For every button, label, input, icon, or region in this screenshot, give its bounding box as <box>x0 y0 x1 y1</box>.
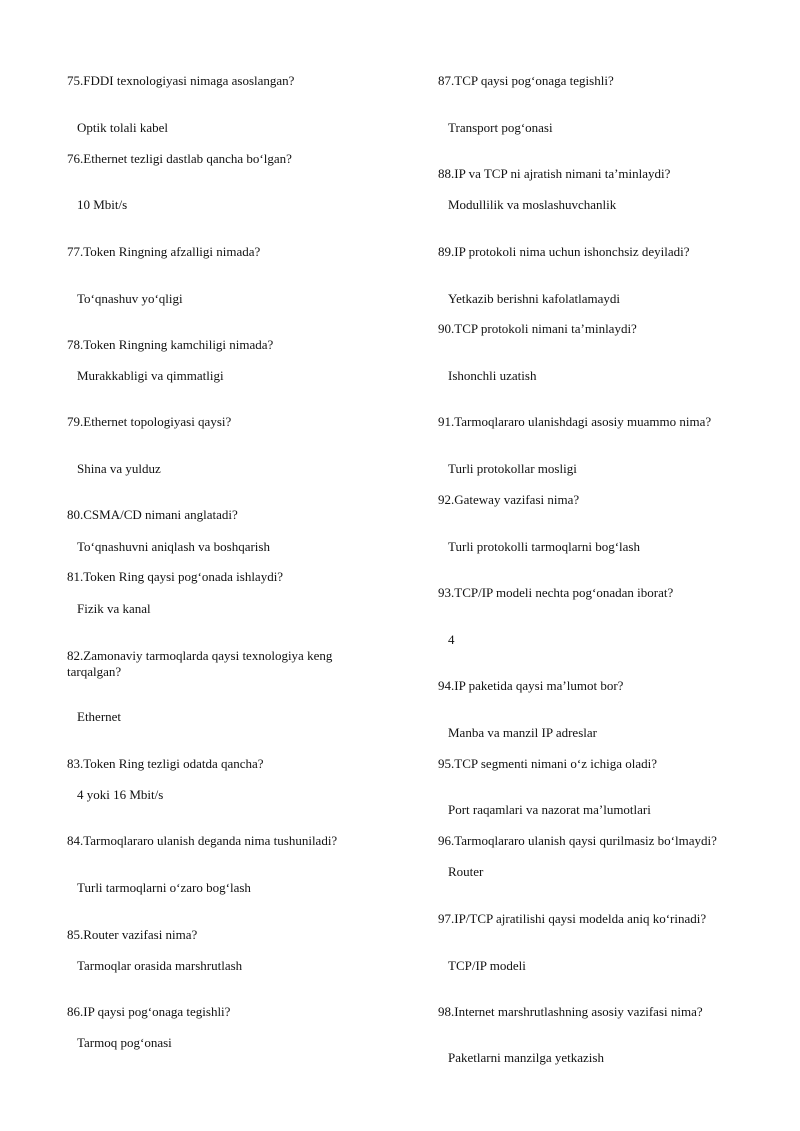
answer-78: Murakkabligi va qimmatligi <box>77 368 224 383</box>
question-76: 76.Ethernet tezligi dastlab qancha bo‘lgan? <box>67 151 292 166</box>
question-94: 94.IP paketida qaysi ma’lumot bor? <box>438 678 624 693</box>
answer-80: To‘qnashuvni aniqlash va boshqarish <box>77 539 270 554</box>
answer-79: Shina va yulduz <box>77 461 161 476</box>
answer-90: Ishonchli uzatish <box>448 368 537 383</box>
question-85: 85.Router vazifasi nima? <box>67 927 198 942</box>
question-96: 96.Tarmoqlararo ulanish qaysi qurilmasiz bo‘lmaydi? <box>438 833 717 848</box>
answer-85: Tarmoqlar orasida marshrutlash <box>77 958 243 973</box>
answer-88: Modullilik va moslashuvchanlik <box>448 197 617 212</box>
question-89: 89.IP protokoli nima uchun ishonchsiz deyiladi? <box>438 244 690 259</box>
question-90: 90.TCP protokoli nimani ta’minlaydi? <box>438 321 637 336</box>
question-86: 86.IP qaysi pog‘onaga tegishli? <box>67 1004 231 1019</box>
answer-92: Turli protokolli tarmoqlarni bog‘lash <box>448 539 640 554</box>
question-81: 81.Token Ring qaysi pog‘onada ishlaydi? <box>67 569 284 584</box>
answer-93: 4 <box>448 632 455 647</box>
answer-96: Router <box>448 864 484 879</box>
question-97: 97.IP/TCP ajratilishi qaysi modelda aniq ko‘rinadi? <box>438 911 707 926</box>
question-88: 88.IP va TCP ni ajratish nimani ta’minlaydi? <box>438 166 671 181</box>
question-77: 77.Token Ringning afzalligi nimada? <box>67 244 261 259</box>
question-87: 87.TCP qaysi pog‘onaga tegishli? <box>438 73 614 88</box>
question-84: 84.Tarmoqlararo ulanish deganda nima tushuniladi? <box>67 833 338 848</box>
question-79: 79.Ethernet topologiyasi qaysi? <box>67 414 232 429</box>
answer-91: Turli protokollar mosligi <box>448 461 577 476</box>
answer-97: TCP/IP modeli <box>448 958 526 973</box>
question-98: 98.Internet marshrutlashning asosiy vazifasi nima? <box>438 1004 703 1019</box>
answer-77: To‘qnashuv yo‘qligi <box>77 291 183 306</box>
answer-82: Ethernet <box>77 709 122 724</box>
answer-94: Manba va manzil IP adreslar <box>448 725 597 740</box>
answer-76: 10 Mbit/s <box>77 197 128 212</box>
answer-89: Yetkazib berishni kafolatlamaydi <box>448 291 620 306</box>
answer-84: Turli tarmoqlarni o‘zaro bog‘lash <box>77 880 251 895</box>
question-93: 93.TCP/IP modeli nechta pog‘onadan iborat? <box>438 585 674 600</box>
answer-87: Transport pog‘onasi <box>448 120 553 135</box>
question-82: 82.Zamonaviy tarmoqlarda qaysi texnologiya keng tarqalgan? <box>67 648 333 679</box>
answer-75: Optik tolali kabel <box>77 120 168 135</box>
question-78: 78.Token Ringning kamchiligi nimada? <box>67 337 274 352</box>
question-75: 75.FDDI texnologiyasi nimaga asoslangan? <box>67 73 295 88</box>
answer-95: Port raqamlari va nazorat ma’lumotlari <box>448 802 651 817</box>
answer-83: 4 yoki 16 Mbit/s <box>77 787 164 802</box>
question-80: 80.CSMA/CD nimani anglatadi? <box>67 507 238 522</box>
question-91: 91.Tarmoqlararo ulanishdagi asosiy muammo nima? <box>438 414 712 429</box>
answer-98: Paketlarni manzilga yetkazish <box>448 1050 604 1065</box>
question-95: 95.TCP segmenti nimani o‘z ichiga oladi? <box>438 756 658 771</box>
answer-81: Fizik va kanal <box>77 601 151 616</box>
question-83: 83.Token Ring tezligi odatda qancha? <box>67 756 264 771</box>
answer-86: Tarmoq pog‘onasi <box>77 1035 172 1050</box>
question-92: 92.Gateway vazifasi nima? <box>438 492 580 507</box>
